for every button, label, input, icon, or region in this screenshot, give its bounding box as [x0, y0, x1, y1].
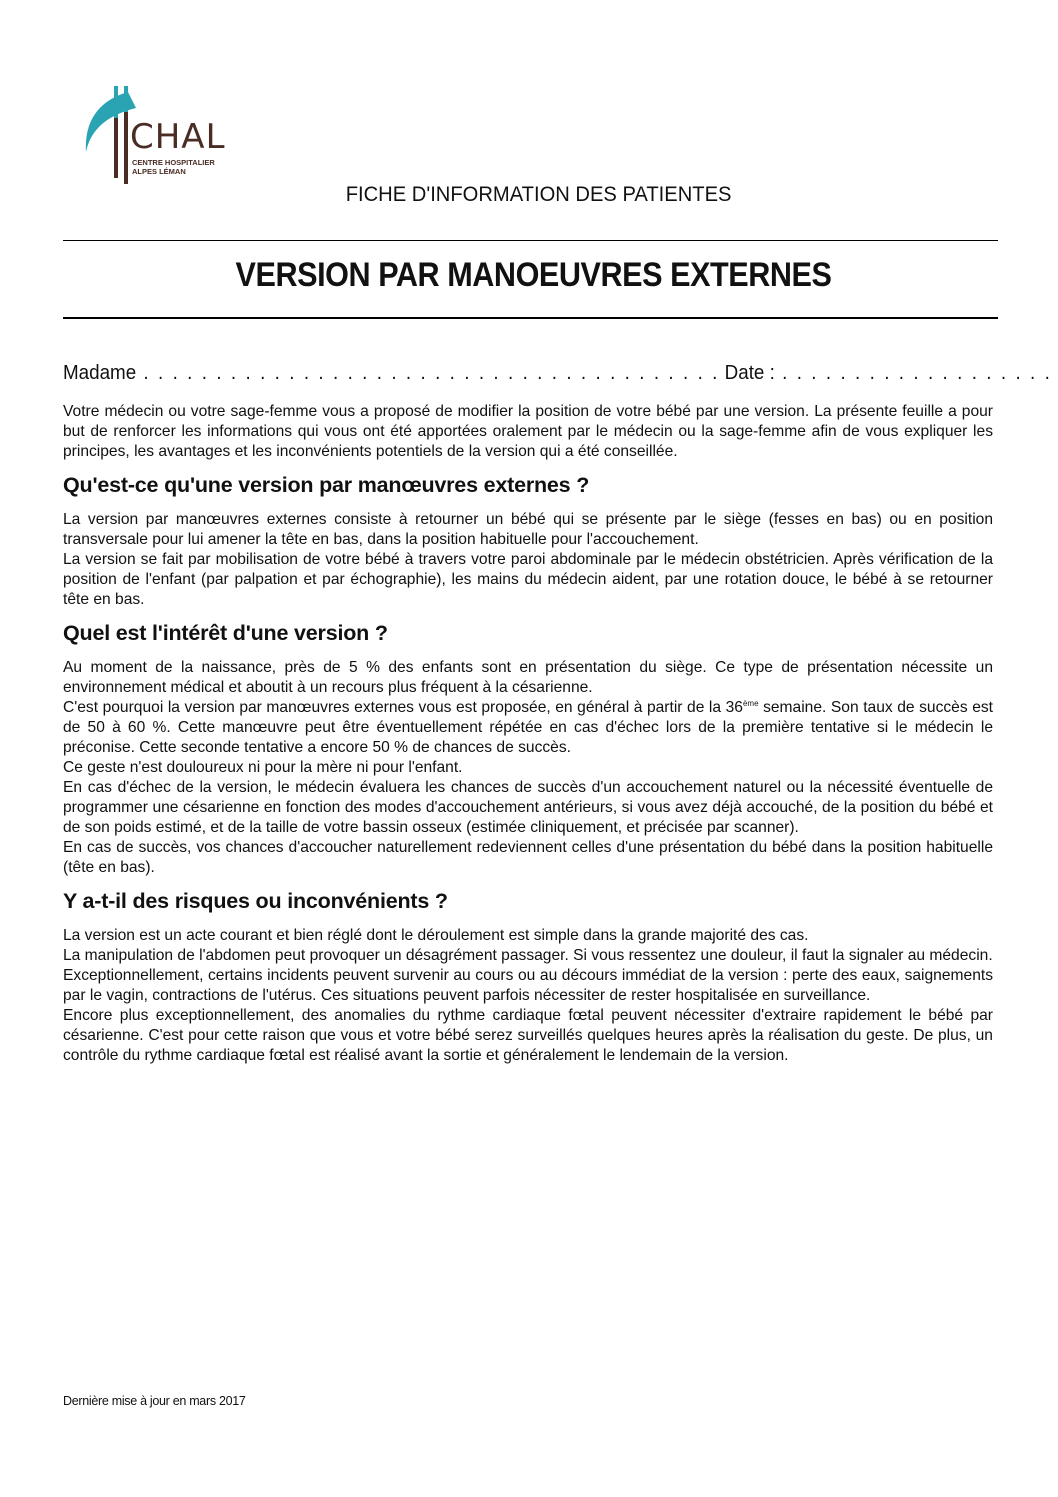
document-kind: FICHE D'INFORMATION DES PATIENTES	[345, 183, 732, 206]
section-paragraph: En cas d'échec de la version, le médecin évaluera les chances de succès d'un accouchement naturel ou la nécessité éventuelle de programmer une césarienne en fonction des modes d'accouchement antérieurs, si vous avez déjà accouché, de la position du bébé et de son poids estimé, et de la taille de votre bassin osseux (estimée cliniquement, et précisée par scanner).	[63, 779, 993, 836]
madame-field[interactable]: . . . . . . . . . . . . . . . . . . . . . . . . . . . . . . . . . . . . . . . .	[136, 362, 720, 384]
logo-subtitle-line2: ALPES LÉMAN	[132, 167, 186, 176]
section-paragraph: La manipulation de l'abdomen peut provoquer un désagrément passager. Si vous ressentez une douleur, il faut la signaler au médecin.	[63, 947, 993, 964]
paragraph-rest: semaine. Son taux de succès est de 50 à 60 %. Cette manœuvre peut être éventuellement répétée en cas d'échec lors de la première tentative si le médecin le préconise. Cette seconde tentative a encore 50 % de chances de succès.	[63, 699, 994, 756]
section-paragraph: Exceptionnellement, certains incidents peuvent survenir au cours ou au décours immédiat de la version : perte des eaux, saignements par le vagin, contractions de l'utérus. Ces situations peuvent parfois nécessiter de rester hospitalisée en surveillance.	[63, 967, 993, 1004]
logo-name: CHAL	[130, 117, 226, 157]
section-heading: Quel est l'intérêt d'une version ?	[63, 621, 388, 645]
madame-label: Madame	[63, 362, 137, 384]
section-paragraph: La version est un acte courant et bien réglé dont le déroulement est simple dans la grande majorité des cas.	[63, 927, 809, 944]
section-heading: Y a-t-il des risques ou inconvénients ?	[63, 889, 448, 913]
document-body	[63, 402, 993, 1066]
page-title: VERSION PAR MANOEUVRES EXTERNES	[235, 256, 832, 294]
last-updated-footer: Dernière mise à jour en mars 2017	[63, 1394, 246, 1408]
section-paragraph: Ce geste n'est douloureux ni pour la mère ni pour l'enfant.	[63, 759, 463, 776]
divider-bottom	[63, 317, 998, 319]
section-heading: Qu'est-ce qu'une version par manœuvres externes ?	[63, 473, 590, 497]
logo-subtitle-line1: CENTRE HOSPITALIER	[132, 158, 215, 167]
patient-form-line	[63, 362, 1052, 385]
section-paragraph: En cas de succès, vos chances d'accoucher naturellement redeviennent celles d'une présentation du bébé dans la position habituelle (tête en bas).	[63, 839, 993, 876]
date-label: Date :	[719, 362, 775, 384]
section-paragraph	[63, 698, 993, 758]
chal-logo	[80, 84, 230, 184]
section-paragraph: La version par manœuvres externes consiste à retourner un bébé qui se présente par le siège (fesses en bas) ou en position transversale pour lui amener la tête en bas, dans la position habituelle pour l'accouchement.	[63, 511, 993, 548]
ordinal-suffix: ème	[742, 698, 759, 708]
section-paragraph: Au moment de la naissance, près de 5 % des enfants sont en présentation du siège. Ce type de présentation nécessite un environnement médical et aboutit à un recours plus fréquent à la césarienne.	[63, 659, 993, 696]
divider-top	[63, 240, 998, 241]
section-paragraph: La version se fait par mobilisation de votre bébé à travers votre paroi abdominale par le médecin obstétricien. Après vérification de la position de l'enfant (par palpation et par échographie), les mains du médecin aident, par une rotation douce, le bébé à se retourner tête en bas.	[63, 551, 993, 608]
intro-paragraph: Votre médecin ou votre sage-femme vous a proposé de modifier la position de votre bébé par une version. La présente feuille a pour but de renforcer les informations qui vous ont été apportées oralement par le médecin ou la sage-femme afin de vous expliquer les principes, les avantages et les inconvénients potentiels de la version qui a été conseillée.	[63, 403, 993, 460]
paragraph-start: C'est pourquoi la version par manœuvres externes vous est proposée, en général à partir de la 36	[63, 699, 743, 716]
date-field[interactable]: . . . . . . . . . . . . . . . . . . .	[774, 362, 1052, 384]
section-paragraph: Encore plus exceptionnellement, des anomalies du rythme cardiaque fœtal peuvent nécessiter d'extraire rapidement le bébé par césarienne. C'est pour cette raison que vous et votre bébé serez surveillés quelques heures après la réalisation du geste. De plus, un contrôle du rythme cardiaque fœtal est réalisé avant la sortie et généralement le lendemain de la version.	[63, 1007, 993, 1064]
logo-subtitle	[132, 158, 215, 176]
